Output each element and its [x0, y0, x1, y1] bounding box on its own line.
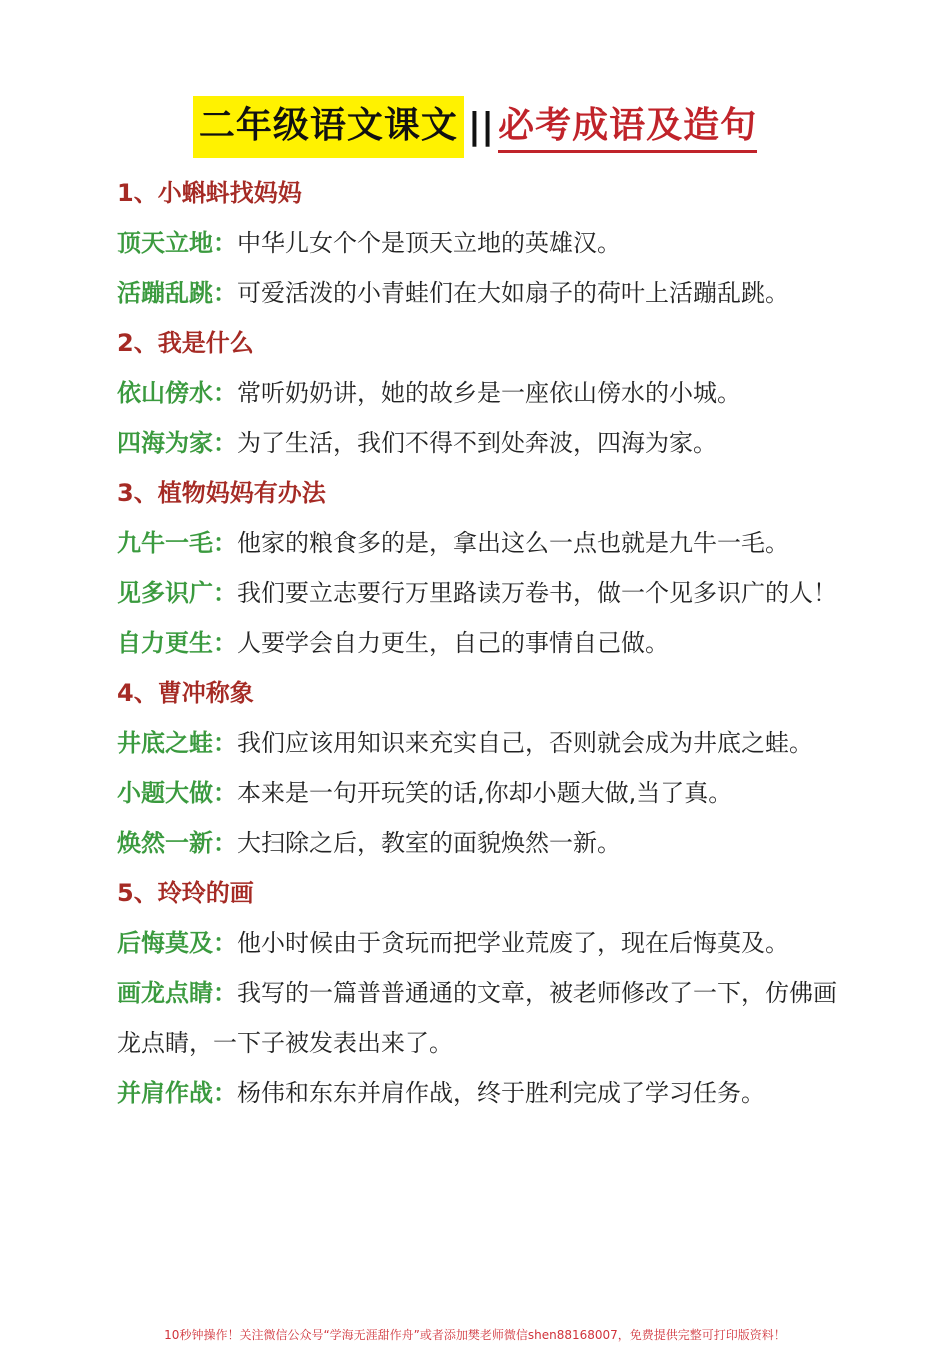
- idiom-colon: ：: [213, 779, 237, 807]
- idiom-term: 焕然一新: [117, 829, 213, 857]
- footer-notice: 10秒钟操作！关注微信公众号“学海无涯甜作舟”或者添加樊老师微信shen88168007，免费提供完整可打印版资料！: [164, 1328, 786, 1342]
- section-3: [117, 468, 857, 668]
- example-sentence: 为了生活，我们不得不到处奔波，四海为家。: [237, 429, 717, 457]
- idiom-entry: [117, 918, 857, 968]
- idiom-term: 小题大做: [117, 779, 213, 807]
- example-sentence: 我们应该用知识来充实自己，否则就会成为井底之蛙。: [237, 729, 813, 757]
- idiom-entry: [117, 968, 857, 1068]
- page-title: [0, 92, 950, 162]
- idiom-colon: ：: [213, 429, 237, 457]
- idiom-term: 井底之蛙: [117, 729, 213, 757]
- example-sentence: 本来是一句开玩笑的话,你却小题大做,当了真。: [237, 779, 733, 807]
- idiom-term: 活蹦乱跳: [117, 279, 213, 307]
- section-heading: 5、玲玲的画: [117, 879, 254, 907]
- idiom-term: 顶天立地: [117, 229, 213, 257]
- section-heading: 1、小蝌蚪找妈妈: [117, 179, 302, 207]
- idiom-entry: [117, 518, 857, 568]
- idiom-term: 自力更生: [117, 629, 213, 657]
- idiom-term: 九牛一毛: [117, 529, 213, 557]
- idiom-term: 画龙点睛: [117, 979, 213, 1007]
- example-sentence: 可爱活泼的小青蛙们在大如扇子的荷叶上活蹦乱跳。: [237, 279, 789, 307]
- title-red: 必考成语及造句: [498, 102, 757, 153]
- idiom-term: 依山傍水: [117, 379, 213, 407]
- idiom-term: 并肩作战: [117, 1079, 213, 1107]
- idiom-colon: ：: [213, 629, 237, 657]
- example-sentence: 我写的一篇普普通通的文章，被老师修改了一下，仿佛画龙点睛，一下子被发表出来了。: [117, 979, 837, 1057]
- example-sentence: 大扫除之后，教室的面貌焕然一新。: [237, 829, 621, 857]
- example-sentence: 中华儿女个个是顶天立地的英雄汉。: [237, 229, 621, 257]
- idiom-colon: ：: [213, 529, 237, 557]
- section-2: [117, 318, 857, 468]
- idiom-colon: ：: [213, 1079, 237, 1107]
- idiom-colon: ：: [213, 979, 237, 1007]
- idiom-term: 见多识广: [117, 579, 213, 607]
- section-heading: 4、曹冲称象: [117, 679, 254, 707]
- idiom-colon: ：: [213, 379, 237, 407]
- example-sentence: 我们要立志要行万里路读万卷书，做一个见多识广的人！: [237, 579, 837, 607]
- example-sentence: 常听奶奶讲，她的故乡是一座依山傍水的小城。: [237, 379, 741, 407]
- idiom-colon: ：: [213, 229, 237, 257]
- section-heading: 3、植物妈妈有办法: [117, 479, 326, 507]
- title-highlighted: 二年级语文课文: [193, 96, 464, 158]
- idiom-colon: ：: [213, 579, 237, 607]
- idiom-entry: [117, 568, 857, 618]
- example-sentence: 他小时候由于贪玩而把学业荒废了，现在后悔莫及。: [237, 929, 789, 957]
- idiom-entry: [117, 218, 857, 268]
- section-heading: 2、我是什么: [117, 329, 254, 357]
- idiom-list: [117, 168, 857, 1118]
- idiom-term: 后悔莫及: [117, 929, 213, 957]
- section-5: [117, 868, 857, 1118]
- idiom-entry: [117, 418, 857, 468]
- idiom-colon: ：: [213, 729, 237, 757]
- idiom-entry: [117, 1068, 857, 1118]
- idiom-colon: ：: [213, 279, 237, 307]
- idiom-entry: [117, 368, 857, 418]
- idiom-entry: [117, 618, 857, 668]
- title-separator: ||: [467, 106, 495, 147]
- idiom-colon: ：: [213, 929, 237, 957]
- idiom-colon: ：: [213, 829, 237, 857]
- example-sentence: 他家的粮食多的是，拿出这么一点也就是九牛一毛。: [237, 529, 789, 557]
- section-1: [117, 168, 857, 318]
- example-sentence: 杨伟和东东并肩作战，终于胜利完成了学习任务。: [237, 1079, 765, 1107]
- idiom-entry: [117, 768, 857, 818]
- example-sentence: 人要学会自力更生，自己的事情自己做。: [237, 629, 669, 657]
- idiom-term: 四海为家: [117, 429, 213, 457]
- section-4: [117, 668, 857, 868]
- idiom-entry: [117, 718, 857, 768]
- idiom-entry: [117, 818, 857, 868]
- idiom-entry: [117, 268, 857, 318]
